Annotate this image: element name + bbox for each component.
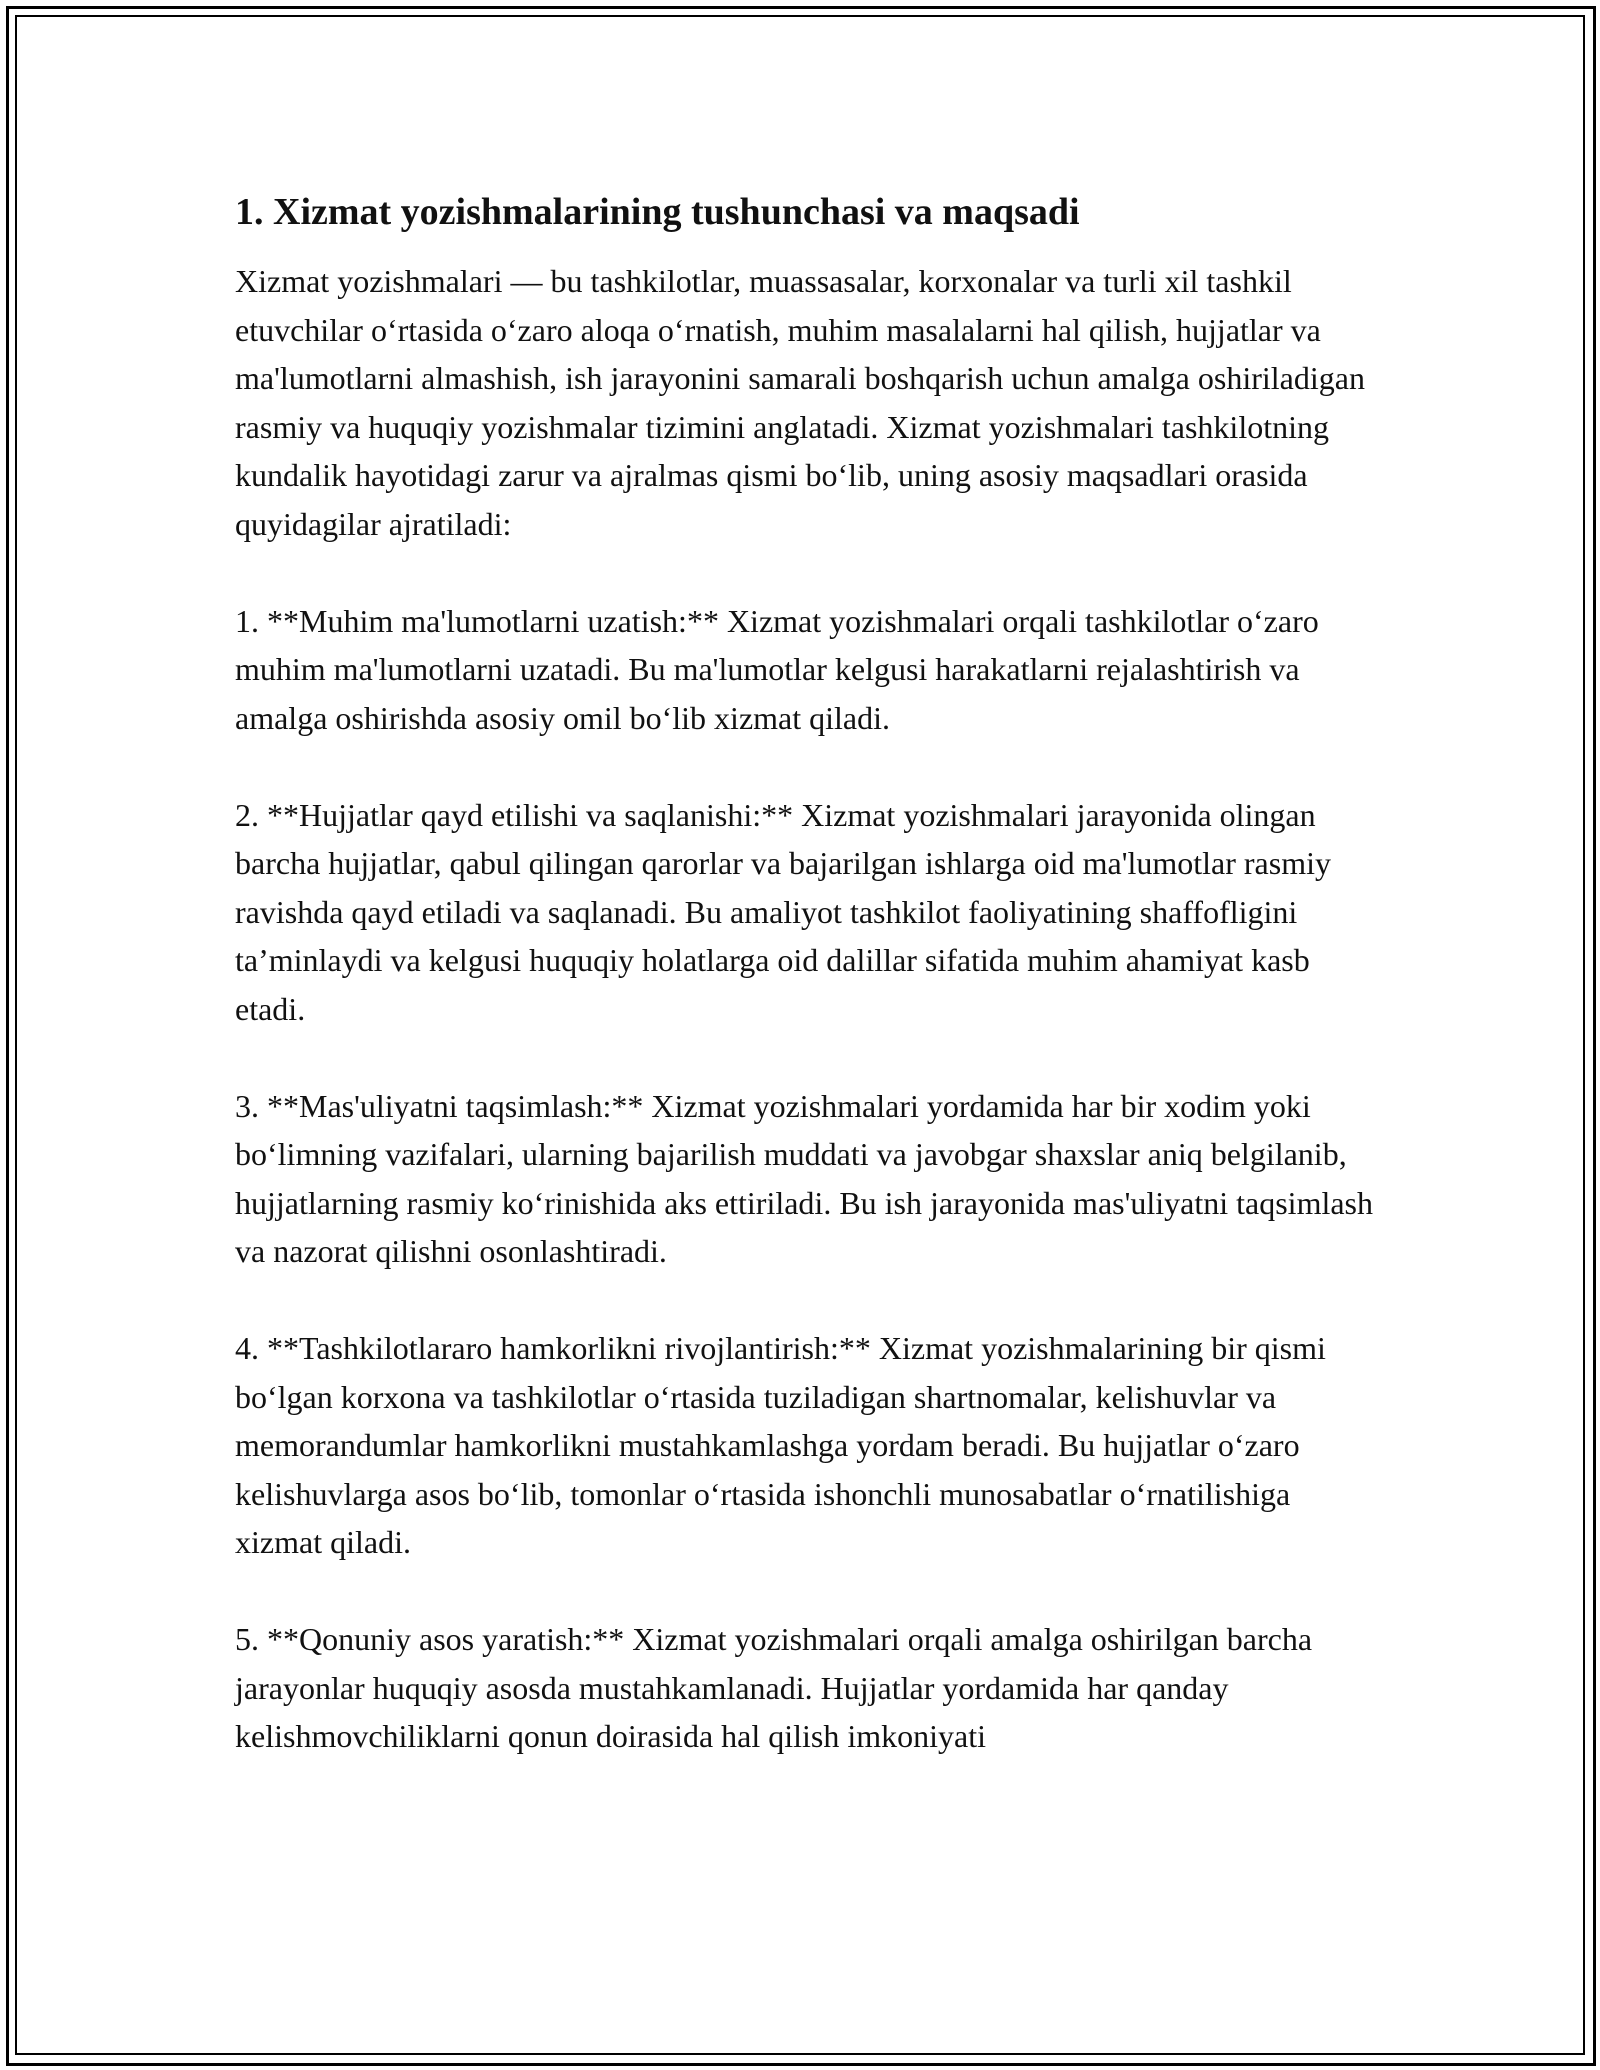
list-item: 2. **Hujjatlar qayd etilishi va saqlanishi:** Xizmat yozishmalari jarayonida olingan barcha hujjatlar, qabul qilingan qarorlar va bajarilgan ishlarga oid ma'lumotlar rasmiy ravishda qayd etiladi va saqlanadi. Bu amaliyot tashkilot faoliyatining shaffofligini ta’minlaydi va kelgusi huquqiy holatlarga oid dalillar sifatida muhim ahamiyat kasb etadi. bbox=[235, 796, 1331, 1027]
section-title: 1. Xizmat yozishmalarining tushunchasi va maqsadi bbox=[235, 191, 1080, 233]
list-item: 1. **Muhim ma'lumotlarni uzatish:** Xizmat yozishmalari orqali tashkilotlar o‘zaro muhim ma'lumotlarni uzatadi. Bu ma'lumotlar kelgusi harakatlarni rejalashtirish va amalga oshirishda asosiy omil bo‘lib xizmat qiladi. bbox=[235, 602, 1319, 736]
list-item: 5. **Qonuniy asos yaratish:** Xizmat yozishmalari orqali amalga oshirilgan barcha jarayonlar huquqiy asosda mustahkamlanadi. Hujjatlar yordamida har qanday kelishmovchiliklarni qonun doirasida hal qilish imkoniyati bbox=[235, 1621, 1313, 1755]
list-item: 4. **Tashkilotlararo hamkorlikni rivojlantirish:** Xizmat yozishmalarining bir qismi bo‘lgan korxona va tashkilotlar o‘rtasida tuziladigan shartnomalar, kelishuvlar va memorandumlar hamkorlikni mustahkamlashga yordam beradi. Bu hujjatlar o‘zaro kelishuvlarga asos bo‘lib, tomonlar o‘rtasida ishonchli munosabatlar o‘rnatilishiga xizmat qiladi. bbox=[235, 1330, 1326, 1561]
list-item: 3. **Mas'uliyatni taqsimlash:** Xizmat yozishmalari yordamida har bir xodim yoki bo‘limning vazifalari, ularning bajarilish muddati va javobgar shaxslar aniq belgilanib, hujjatlarning rasmiy ko‘rinishida aks ettiriladi. Bu ish jarayonida mas'uliyatni taqsimlash va nazorat qilishni osonlashtiradi. bbox=[235, 1087, 1373, 1270]
document-body bbox=[235, 188, 1375, 1809]
intro-paragraph: Xizmat yozishmalari — bu tashkilotlar, muassasalar, korxonalar va turli xil tashkil etuvchilar o‘rtasida o‘zaro aloqa o‘rnatish, muhim masalalarni hal qilish, hujjatlar va ma'lumotlarni almashish, ish jarayonini samarali boshqarish uchun amalga oshiriladigan rasmiy va huquqiy yozishmalar tizimini anglatadi. Xizmat yozishmalari tashkilotning kundalik hayotidagi zarur va ajralmas qismi bo‘lib, uning asosiy maqsadlari orasida quyidagilar ajratiladi: bbox=[235, 263, 1365, 542]
